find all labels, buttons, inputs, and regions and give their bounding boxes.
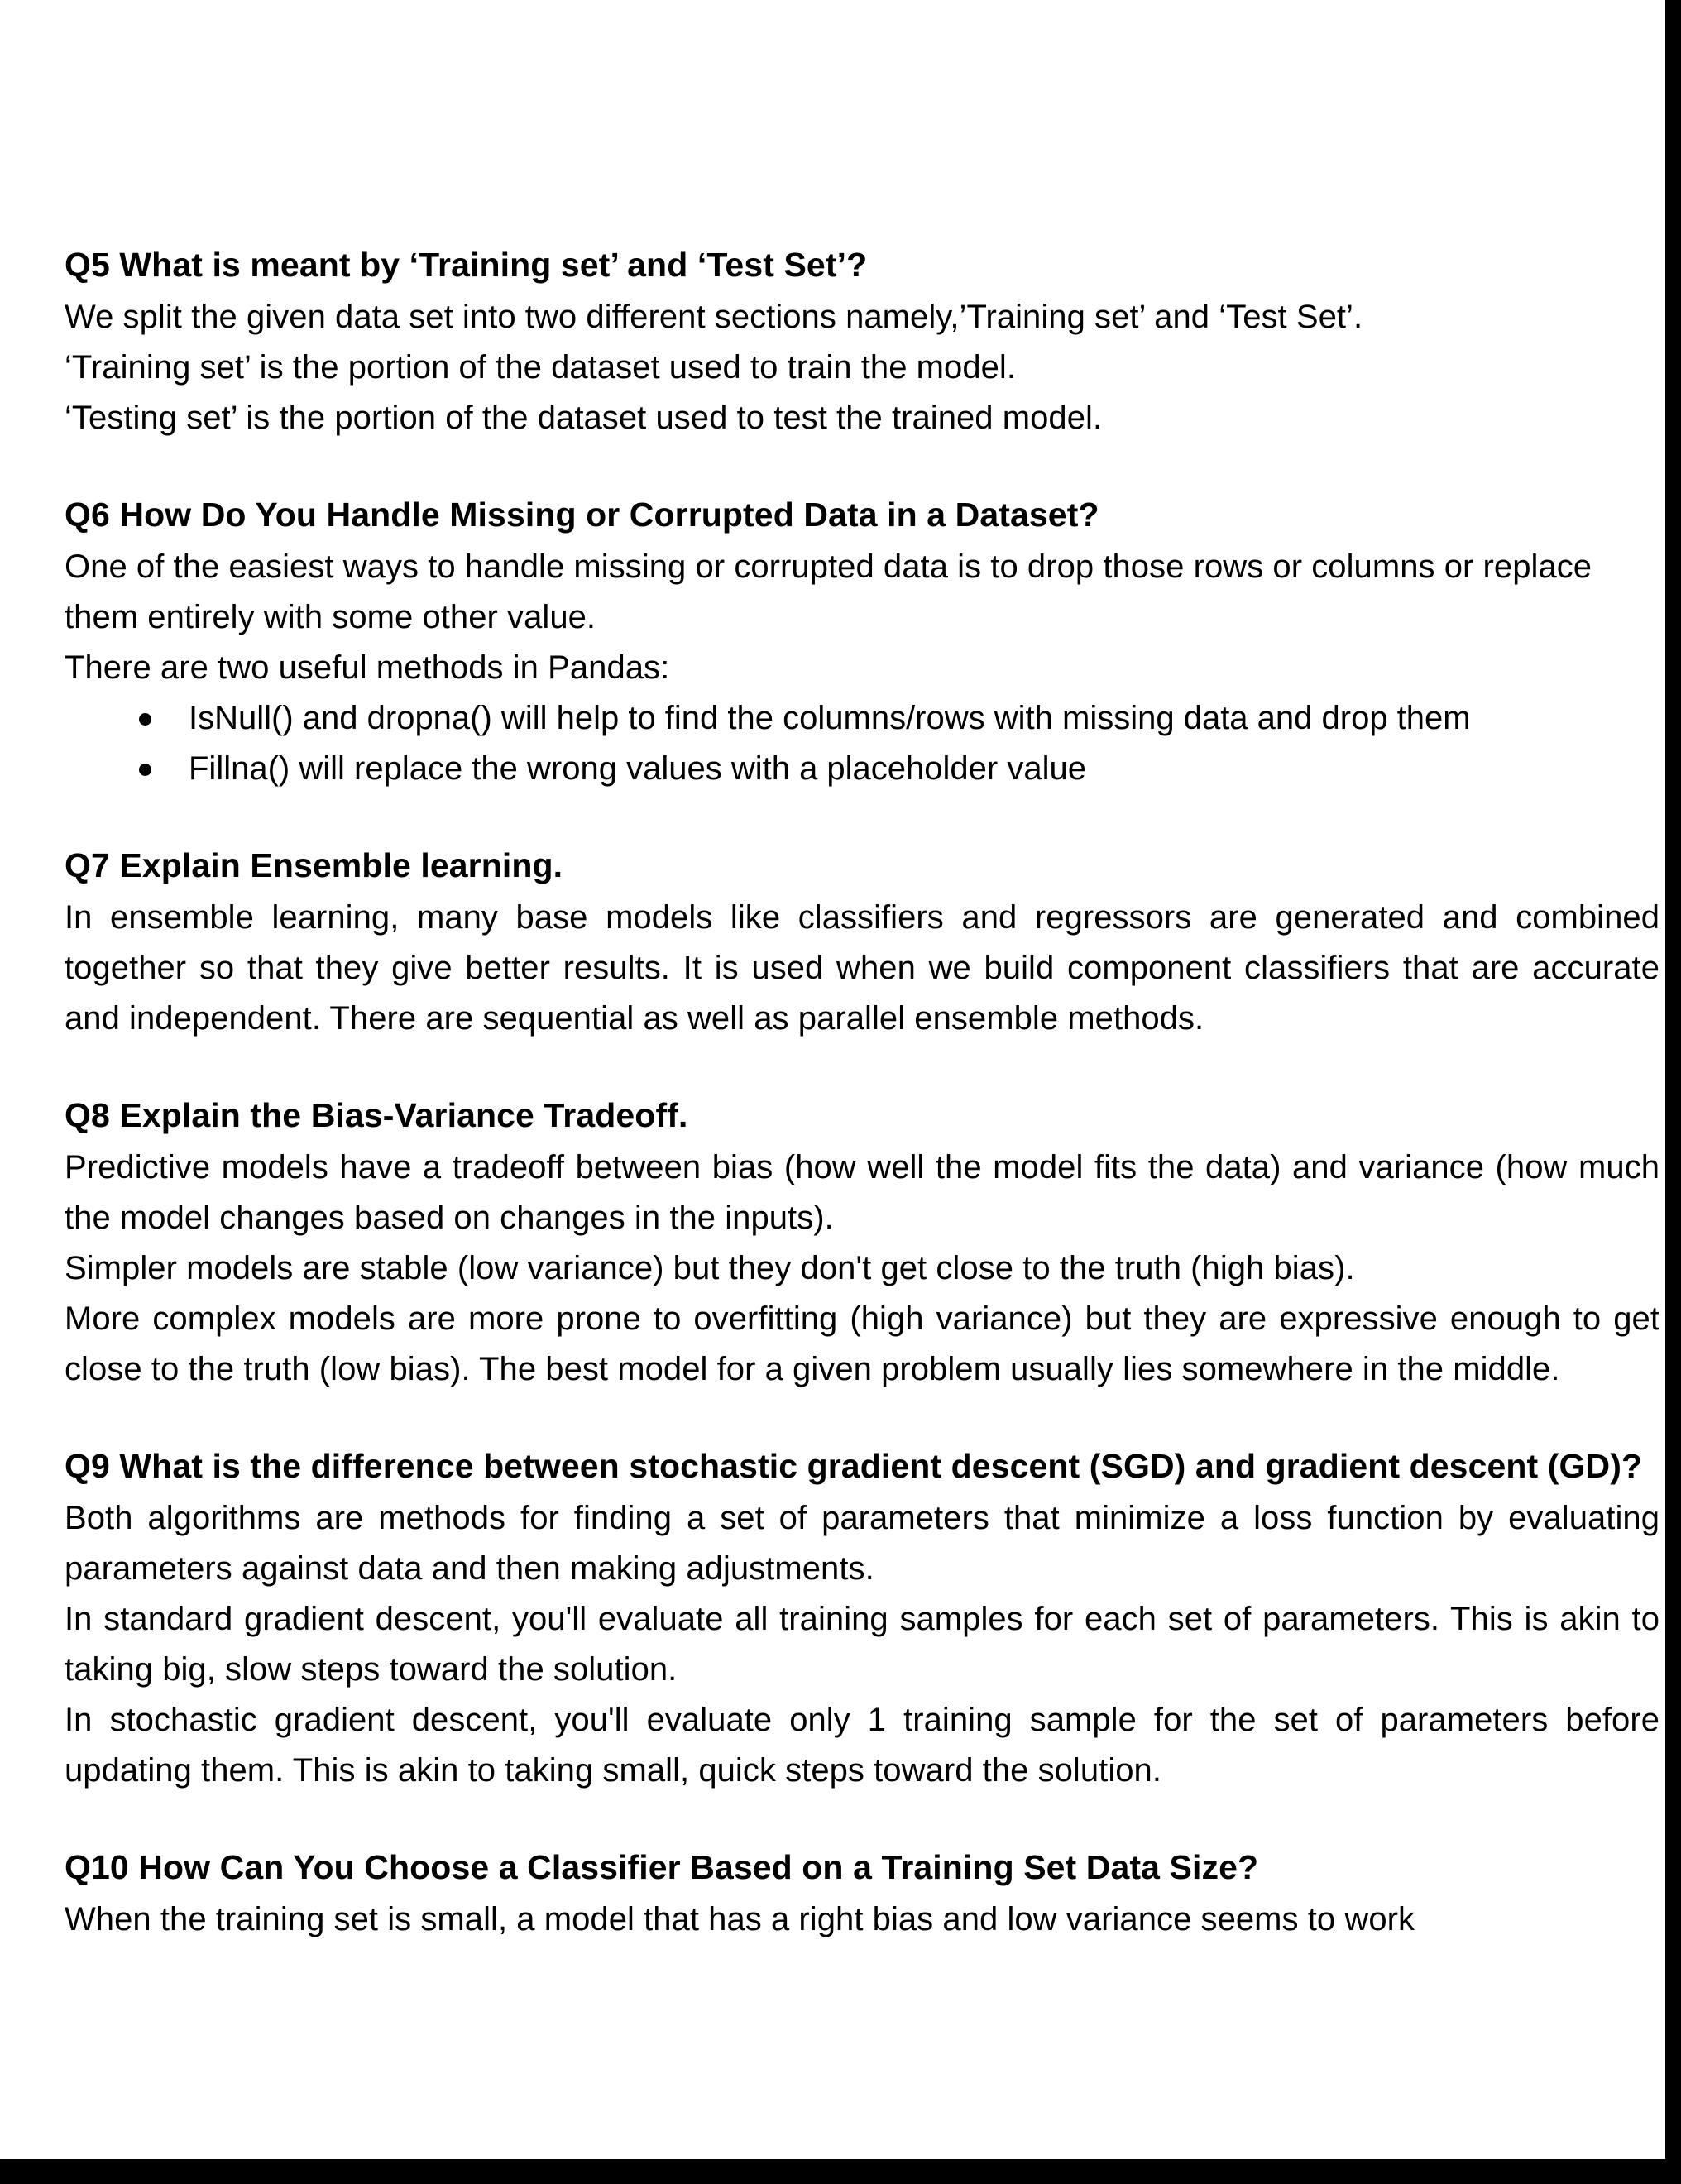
list-item-label: Fillna() will replace the wrong values with a placeholder value xyxy=(189,750,1086,787)
answer-body-q7 xyxy=(65,893,1659,1044)
question-heading-q9: Q9 What is the difference between stochastic gradient descent (SGD) and gradient descent (GD)? xyxy=(65,1447,1643,1485)
question-section-q10 xyxy=(65,1842,1659,1945)
answer-paragraph: When the training set is small, a model that has a right bias and low variance seems to work xyxy=(65,1901,1415,1937)
answer-body-q5 xyxy=(65,292,1659,443)
answer-paragraph: Both algorithms are methods for finding a set of parameters that minimize a loss function by evaluating parameters against data and then making adjustments. xyxy=(65,1500,1659,1587)
answer-paragraph: ‘Testing set’ is the portion of the dataset used to test the trained model. xyxy=(65,400,1103,436)
answer-paragraph: We split the given data set into two different sections namely,’Training set’ and ‘Test Set’. xyxy=(65,299,1363,335)
question-heading-q6: Q6 How Do You Handle Missing or Corrupted Data in a Dataset? xyxy=(65,496,1099,534)
answer-paragraph: ‘Training set’ is the portion of the dataset used to train the model. xyxy=(65,349,1017,386)
list-item xyxy=(65,693,1659,744)
document-body xyxy=(65,240,1659,1945)
question-section-q7 xyxy=(65,841,1659,1044)
answer-body-q6 xyxy=(65,542,1659,693)
bullet-dot-icon xyxy=(139,764,151,776)
answer-paragraph: Predictive models have a tradeoff between bias (how well the model fits the data) and variance (how much the model changes based on changes in the inputs). xyxy=(65,1149,1659,1236)
answer-body-q8 xyxy=(65,1142,1659,1395)
question-heading-q5: Q5 What is meant by ‘Training set’ and ‘Test Set’? xyxy=(65,246,868,284)
question-section-q5 xyxy=(65,240,1659,443)
answer-paragraph: In standard gradient descent, you'll evaluate all training samples for each set of parameters. This is akin to taking big, slow steps toward the solution. xyxy=(65,1601,1659,1688)
question-heading-q10: Q10 How Can You Choose a Classifier Based on a Training Set Data Size? xyxy=(65,1848,1259,1886)
answer-paragraph: More complex models are more prone to overfitting (high variance) but they are expressive enough to get close to the truth (low bias). The best model for a given problem usually lies somewhere in the middle. xyxy=(65,1300,1659,1387)
answer-body-q10 xyxy=(65,1894,1659,1945)
list-item-label: IsNull() and dropna() will help to find the columns/rows with missing data and drop them xyxy=(189,700,1471,736)
answer-paragraph: In stochastic gradient descent, you'll evaluate only 1 training sample for the set of parameters before updating them. This is akin to taking small, quick steps toward the solution. xyxy=(65,1702,1659,1789)
answer-paragraph: Simpler models are stable (low variance) but they don't get close to the truth (high bias). xyxy=(65,1250,1355,1286)
bullet-dot-icon xyxy=(139,713,151,726)
list-item xyxy=(65,744,1659,794)
answer-paragraph: There are two useful methods in Pandas: xyxy=(65,649,670,686)
question-section-q6 xyxy=(65,490,1659,794)
answer-paragraph: In ensemble learning, many base models like classifiers and regressors are generated and combined together so that they give better results. It is used when we build component classifiers that are accurate and independent. There are sequential as well as parallel ensemble methods. xyxy=(65,899,1659,1037)
question-heading-q7: Q7 Explain Ensemble learning. xyxy=(65,846,563,884)
answer-body-q9 xyxy=(65,1493,1659,1796)
question-section-q9 xyxy=(65,1441,1659,1796)
question-heading-q8: Q8 Explain the Bias-Variance Tradeoff. xyxy=(65,1096,688,1134)
answer-paragraph: One of the easiest ways to handle missing or corrupted data is to drop those rows or columns or replace them entirely with some other value. xyxy=(65,548,1592,635)
question-section-q8 xyxy=(65,1090,1659,1395)
answer-bullet-list-q6 xyxy=(65,693,1659,794)
